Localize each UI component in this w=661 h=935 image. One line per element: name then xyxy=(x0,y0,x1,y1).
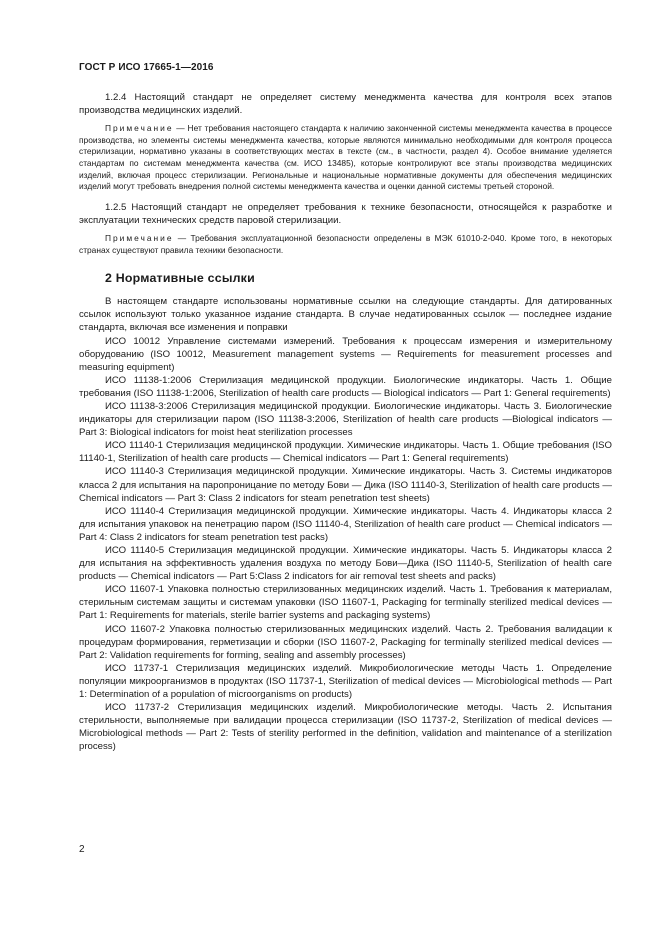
clause-1-2-5: 1.2.5 Настоящий стандарт не определяет требования к технике безопасности, относящейся к разработке и эксплуатации технических средств паровой стерилизации. xyxy=(79,201,612,226)
reference-item: ИСО 11138-1:2006 Стерилизация медицинской продукции. Биологические индикаторы. Часть 1. Общие требования (ISO 11138-1:2006, Sterilization of health care products — Biological indicators — Part 1: General requirements) xyxy=(79,374,612,399)
note-label: Примечание xyxy=(105,232,174,243)
note-text: — Нет требования настоящего стандарта к наличию законченной системы менеджмента качества в процессе производства, но элементы системы менеджмента качества, которые являются минимально необходимыми для контроля процесса стерилизации, нормативно указаны в соответствующих местах в тексте (см., в частности, раздел 4). Особое внимание уделяется стандартам по системам менеджмента качества (см. ИСО 13485), которые контролируют все этапы производства медицинских изделий, включая процесс стерилизации. Региональные и национальные нормативные документы для обеспечения медицинских изделий могут требовать внедрения полной системы менеджмента качества и оценки данной системы третьей стороной. xyxy=(79,123,612,192)
reference-item: ИСО 11737-1 Стерилизация медицинских изделий. Микробиологические методы Часть 1. Определение популяции микроорганизмов в продуктах (ISO 11737-1, Sterilization of medical devices — Microbiological methods — Part 1: Determination of a population of microorganisms on products) xyxy=(79,662,612,701)
page-content xyxy=(79,91,612,754)
reference-item: ИСО 10012 Управление системами измерений. Требования к процессам измерения и измерительному оборудованию (ISO 10012, Measurement management systems — Requirements for measurement processes and measuring equipment) xyxy=(79,335,612,373)
note-text: — Требования эксплуатационной безопасности определены в МЭК 61010-2-040. Кроме того, в некоторых странах существуют правила техники безопасности. xyxy=(79,232,612,255)
reference-item: ИСО 11140-3 Стерилизация медицинской продукции. Химические индикаторы. Часть 3. Системы индикаторов класса 2 для испытания на паропроницание по методу Бови — Дика (ISO 11140-3, Sterilization of health care products — Chemical indicators — Part 3: Class 2 indicators for steam penetration test sheets) xyxy=(79,466,612,504)
clause-1-2-4: 1.2.4 Настоящий стандарт не определяет систему менеджмента качества для контроля всех этапов производства медицинских изделий. xyxy=(79,92,612,117)
reference-item: ИСО 11140-5 Стерилизация медицинской продукции. Химические индикаторы. Часть 5. Индикаторы класса 2 для испытания на эффективность удаления воздуха по методу Бови—Дика (ISO 11140-5, Sterilization of health care products — Chemical indicators — Part 5:Class 2 indicators for air removal test sheets and packs) xyxy=(79,545,612,583)
reference-item: ИСО 11140-4 Стерилизация медицинской продукции. Химические индикаторы. Часть 4. Индикаторы класса 2 для испытания упаковок на пенетрацию паром (ISO 11140-4, Sterilization of health care product — Chemical indicators — Part 4: Class 2 indicators for steam penetration test packs) xyxy=(79,505,612,543)
page-number: 2 xyxy=(79,844,85,855)
reference-item: ИСО 11140-1 Стерилизация медицинской продукции. Химические индикаторы. Часть 1. Общие требования (ISO 11140-1, Sterilization of health care products — Chemical indicators — Part 1: General requirements) xyxy=(79,440,612,465)
reference-item: ИСО 11138-3:2006 Стерилизация медицинской продукции. Биологические индикаторы. Часть 3. Биологические индикаторы для стерилизации паром (ISO 11138-3:2006, Sterilization of health care products —Biological indicators — Part 3: Biological indicators for moist heat sterilization processes xyxy=(79,400,612,439)
reference-item: ИСО 11607-2 Упаковка полностью стерилизованных медицинских изделий. Часть 2. Требования валидации к процедурам формирования, герметизации и сборки (ISO 11607-2, Packaging for terminally sterilized medical devices — Part 2: Validation requirements for forming, sealing and assembly processes) xyxy=(79,623,612,661)
section-intro: В настоящем стандарте использованы нормативные ссылки на следующие стандарты. Для датированных ссылок используют только указанное издание стандарта. В случае недатированных ссылок — последнее издание стандарта, включая все изменения и поправки xyxy=(79,296,612,334)
section-title: 2 Нормативные ссылки xyxy=(105,271,255,286)
reference-item: ИСО 11737-2 Стерилизация медицинских изделий. Микробиологические методы. Часть 2. Испытания стерильности, выполняемые при валидации процесса стерилизации (ISO 11737-2, Sterilization of medical devices — Microbiological methods — Part 2: Tests of sterility performed in the definition, validation and maintenance of a sterilization process) xyxy=(79,702,612,753)
reference-item: ИСО 11607-1 Упаковка полностью стерилизованных медицинских изделий. Часть 1. Требования к материалам, стерильным системам защиты и системам упаковки (ISO 11607-1, Packaging for terminally sterilized medical devices — Part 1: Requirements for materials, sterile barrier systems and packaging systems) xyxy=(79,584,612,622)
note-2 xyxy=(79,233,612,256)
note-label: Примечание xyxy=(105,123,174,134)
document-header: ГОСТ Р ИСО 17665-1—2016 xyxy=(79,62,214,73)
note-1 xyxy=(79,123,612,193)
